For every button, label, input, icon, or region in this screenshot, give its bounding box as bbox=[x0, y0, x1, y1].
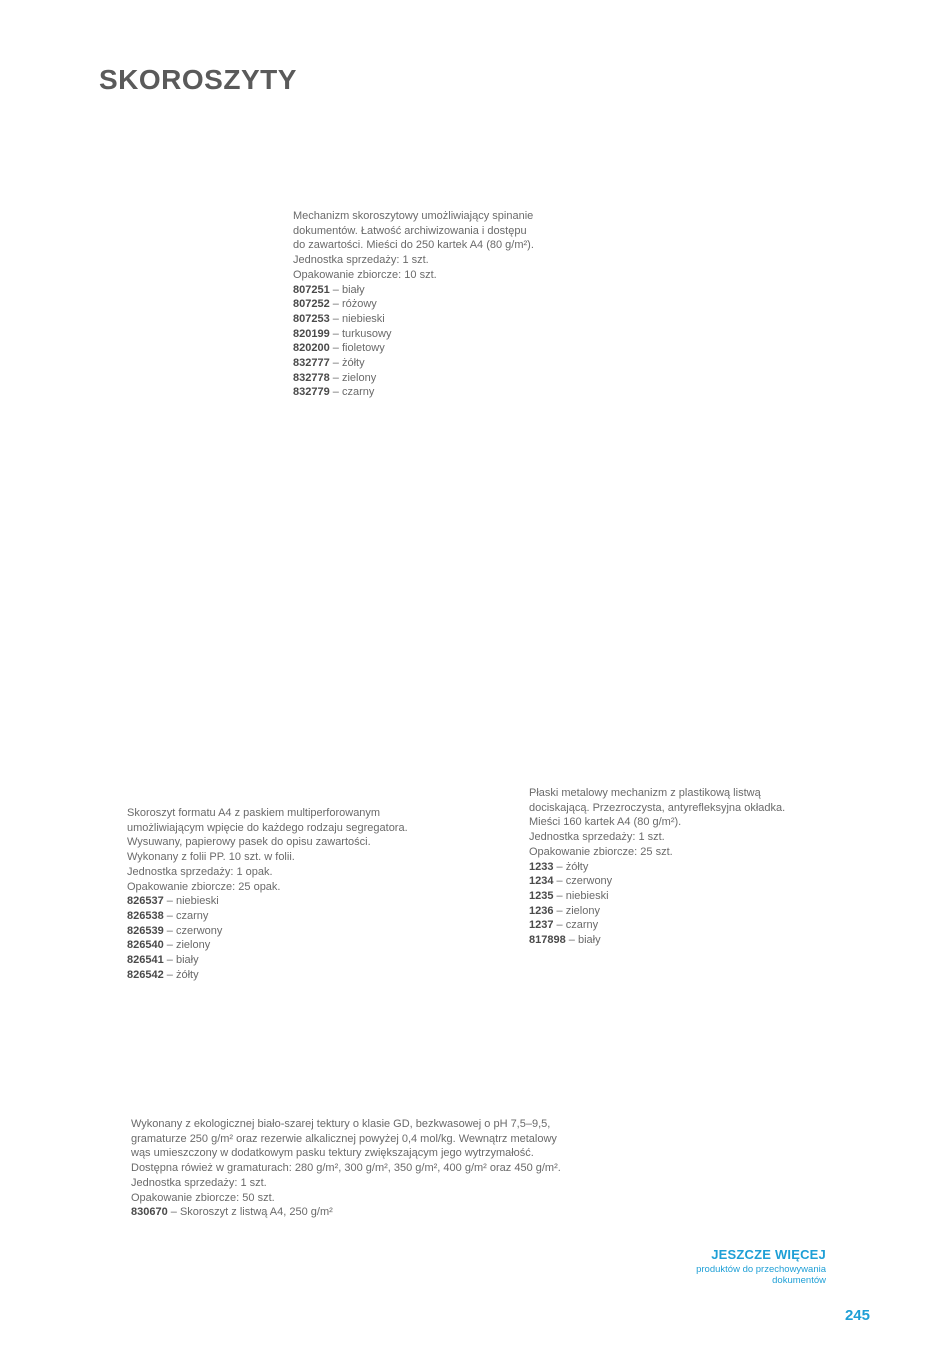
variant-color: – żółty bbox=[163, 968, 199, 981]
variant-item bbox=[127, 909, 408, 924]
promo-title[interactable]: JESZCZE WIĘCEJ bbox=[711, 1247, 826, 1262]
product-description bbox=[529, 786, 785, 860]
variant-color: – Skoroszyt z listwą A4, 250 g/m² bbox=[167, 1206, 333, 1219]
product-code: 1237 bbox=[529, 919, 554, 932]
variant-color: – czerwony bbox=[163, 924, 223, 937]
product-code: 826538 bbox=[127, 909, 164, 922]
product-description bbox=[127, 806, 408, 894]
variant-color: – biały bbox=[163, 954, 199, 967]
product-code: 817898 bbox=[529, 934, 566, 947]
variant-item bbox=[293, 297, 534, 312]
description-line: do zawartości. Mieści do 250 kartek A4 (80 g/m²). bbox=[293, 239, 534, 252]
variant-item bbox=[293, 312, 534, 327]
product-code: 807252 bbox=[293, 298, 330, 311]
variant-item bbox=[127, 953, 408, 968]
promo-subtitle-line: dokumentów bbox=[772, 1275, 826, 1286]
description-line: umożliwiającym wpięcie do każdego rodzaju segregatora. bbox=[127, 821, 408, 834]
variant-color: – turkusowy bbox=[329, 327, 392, 340]
variant-color: – zielony bbox=[329, 371, 377, 384]
product-block-flat-mechanism bbox=[529, 786, 785, 948]
description-line: Opakowanie zbiorcze: 10 szt. bbox=[293, 268, 437, 281]
product-code: 830670 bbox=[131, 1206, 168, 1219]
variant-color: – niebieski bbox=[553, 889, 609, 902]
variant-list bbox=[127, 894, 408, 982]
variant-item bbox=[529, 874, 785, 889]
product-code: 820199 bbox=[293, 327, 330, 340]
description-line: Jednostka sprzedaży: 1 szt. bbox=[529, 831, 665, 844]
variant-color: – biały bbox=[565, 934, 601, 947]
variant-color: – żółty bbox=[553, 860, 589, 873]
description-line: Opakowanie zbiorcze: 25 szt. bbox=[529, 845, 673, 858]
more-products-promo[interactable] bbox=[696, 1246, 826, 1286]
description-line: Jednostka sprzedaży: 1 opak. bbox=[127, 865, 273, 878]
variant-color: – niebieski bbox=[163, 895, 219, 908]
description-line: Wykonany z folii PP. 10 szt. w folii. bbox=[127, 851, 295, 864]
variant-item bbox=[293, 327, 534, 342]
variant-item bbox=[293, 371, 534, 386]
description-line: gramaturze 250 g/m² oraz rezerwie alkalicznej powyżej 0,4 mol/kg. Wewnątrz metalowy bbox=[131, 1132, 557, 1145]
variant-color: – różowy bbox=[329, 298, 377, 311]
product-code: 832779 bbox=[293, 386, 330, 399]
product-block-cardboard-folder bbox=[131, 1117, 561, 1220]
description-line: Jednostka sprzedaży: 1 szt. bbox=[293, 254, 429, 267]
product-code: 807251 bbox=[293, 283, 330, 296]
variant-color: – zielony bbox=[553, 904, 600, 917]
product-code: 1233 bbox=[529, 860, 554, 873]
variant-item bbox=[127, 938, 408, 953]
product-code: 1234 bbox=[529, 875, 554, 888]
variant-color: – czerwony bbox=[553, 875, 613, 888]
description-line: wąs umieszczony w dodatkowym pasku tektury zwiększającym jego wytrzymałość. bbox=[131, 1147, 534, 1160]
description-line: Mieści 160 kartek A4 (80 g/m²). bbox=[529, 816, 682, 829]
variant-item bbox=[529, 933, 785, 948]
product-code: 826537 bbox=[127, 895, 164, 908]
product-code: 807253 bbox=[293, 312, 330, 325]
product-description bbox=[131, 1117, 561, 1205]
product-code: 820200 bbox=[293, 342, 330, 355]
variant-color: – czarny bbox=[329, 386, 375, 399]
variant-color: – fioletowy bbox=[329, 342, 385, 355]
description-line: Skoroszyt formatu A4 z paskiem multiperforowanym bbox=[127, 807, 381, 819]
variant-color: – czarny bbox=[163, 909, 209, 922]
product-code: 832777 bbox=[293, 357, 330, 370]
description-line: Dostępna rówież w gramaturach: 280 g/m², 300 g/m², 350 g/m², 400 g/m² oraz 450 g/m². bbox=[131, 1162, 561, 1175]
variant-item bbox=[529, 904, 785, 919]
description-line: Jednostka sprzedaży: 1 szt. bbox=[131, 1176, 267, 1189]
page-number: 245 bbox=[844, 1307, 870, 1324]
variant-list bbox=[131, 1205, 561, 1220]
product-code: 826541 bbox=[127, 954, 164, 967]
product-code: 832778 bbox=[293, 371, 330, 384]
product-code: 826539 bbox=[127, 924, 164, 937]
variant-item bbox=[131, 1205, 561, 1220]
description-line: Płaski metalowy mechanizm z plastikową listwą bbox=[529, 787, 761, 799]
variant-color: – zielony bbox=[163, 939, 211, 952]
description-line: Wysuwany, papierowy pasek do opisu zawartości. bbox=[127, 836, 371, 849]
description-line: Wykonany z ekologicznej biało-szarej tektury o klasie GD, bezkwasowej o pH 7,5–9,5, bbox=[131, 1118, 551, 1130]
variant-item bbox=[293, 283, 534, 298]
product-description bbox=[293, 209, 534, 283]
variant-item bbox=[529, 889, 785, 904]
variant-list bbox=[293, 283, 534, 401]
description-line: Mechanizm skoroszytowy umożliwiający spinanie bbox=[293, 210, 534, 222]
variant-color: – czarny bbox=[553, 919, 599, 932]
description-line: dokumentów. Łatwość archiwizowania i dostępu bbox=[293, 224, 527, 237]
variant-list bbox=[529, 860, 785, 948]
product-code: 826540 bbox=[127, 939, 164, 952]
variant-item bbox=[529, 918, 785, 933]
product-code: 1235 bbox=[529, 889, 554, 902]
variant-item bbox=[127, 968, 408, 983]
description-line: Opakowanie zbiorcze: 25 opak. bbox=[127, 880, 281, 893]
variant-item bbox=[127, 894, 408, 909]
variant-item bbox=[293, 341, 534, 356]
product-code: 1236 bbox=[529, 904, 554, 917]
variant-item bbox=[529, 860, 785, 875]
page-title: SKOROSZYTY bbox=[99, 64, 297, 95]
variant-item bbox=[127, 924, 408, 939]
variant-item bbox=[293, 356, 534, 371]
product-block-pp-folder bbox=[127, 806, 408, 982]
description-line: dociskającą. Przezroczysta, antyrefleksyjna okładka. bbox=[529, 801, 786, 814]
variant-color: – żółty bbox=[329, 357, 365, 370]
description-line: Opakowanie zbiorcze: 50 szt. bbox=[131, 1191, 275, 1204]
variant-color: – biały bbox=[329, 283, 365, 296]
variant-color: – niebieski bbox=[329, 312, 385, 325]
product-code: 826542 bbox=[127, 968, 164, 981]
promo-subtitle-line: produktów do przechowywania bbox=[696, 1264, 826, 1275]
variant-item bbox=[293, 385, 534, 400]
product-block-binder-mechanism bbox=[293, 209, 534, 400]
